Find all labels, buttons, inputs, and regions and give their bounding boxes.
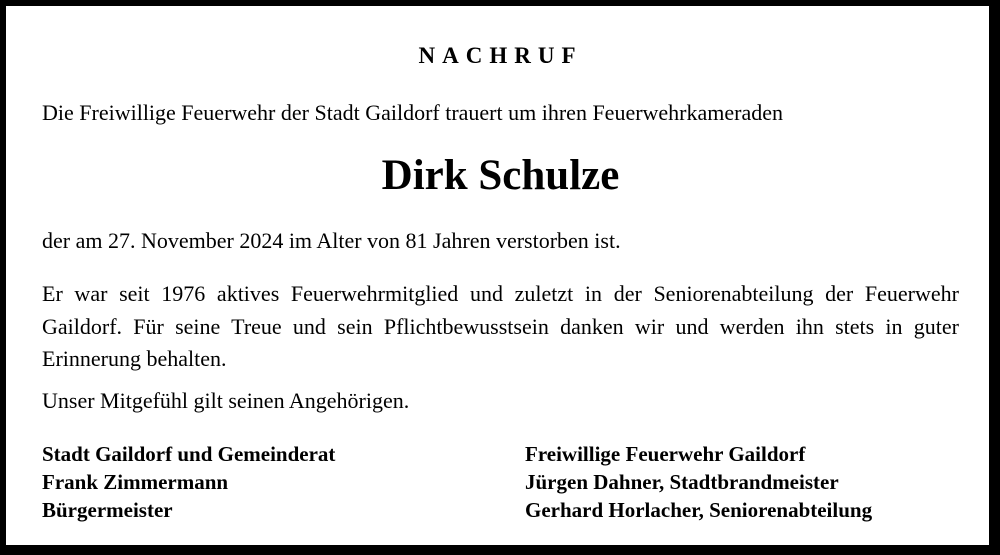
signature-right-name-1: Jürgen Dahner, Stadtbrandmeister: [525, 469, 839, 494]
death-date-line: der am 27. November 2024 im Alter von 81 Jahren verstorben ist.: [42, 228, 621, 253]
signature-left-org: Stadt Gaildorf und Gemeinderat: [42, 441, 336, 466]
deceased-name: Dirk Schulze: [381, 152, 620, 199]
tribute-paragraph: Er war seit 1976 aktives Feuerwehrmitglied und zuletzt in der Seniorenabteilung der Feuerwehr Gaildorf. Für seine Treue und sein Pflichtbewusstsein danken wir und werden ihn stets in guter Erinnerung behalten.: [42, 281, 959, 371]
intro-line: Die Freiwillige Feuerwehr der Stadt Gaildorf trauert um ihren Feuerwehrkameraden: [42, 100, 784, 125]
signature-block: [42, 440, 959, 524]
signature-left-role: Bürgermeister: [42, 497, 173, 522]
signature-left-name: Frank Zimmermann: [42, 469, 229, 494]
condolence-line: Unser Mitgefühl gilt seinen Angehörigen.: [42, 387, 410, 413]
signature-right-org: Freiwillige Feuerwehr Gaildorf: [525, 441, 806, 466]
signature-left-column: [42, 440, 525, 524]
signature-right-name-2: Gerhard Horlacher, Seniorenabteilung: [525, 497, 873, 522]
obituary-content: [6, 42, 989, 524]
obituary-headline: NACHRUF: [418, 43, 583, 68]
signature-right-column: [525, 440, 959, 524]
